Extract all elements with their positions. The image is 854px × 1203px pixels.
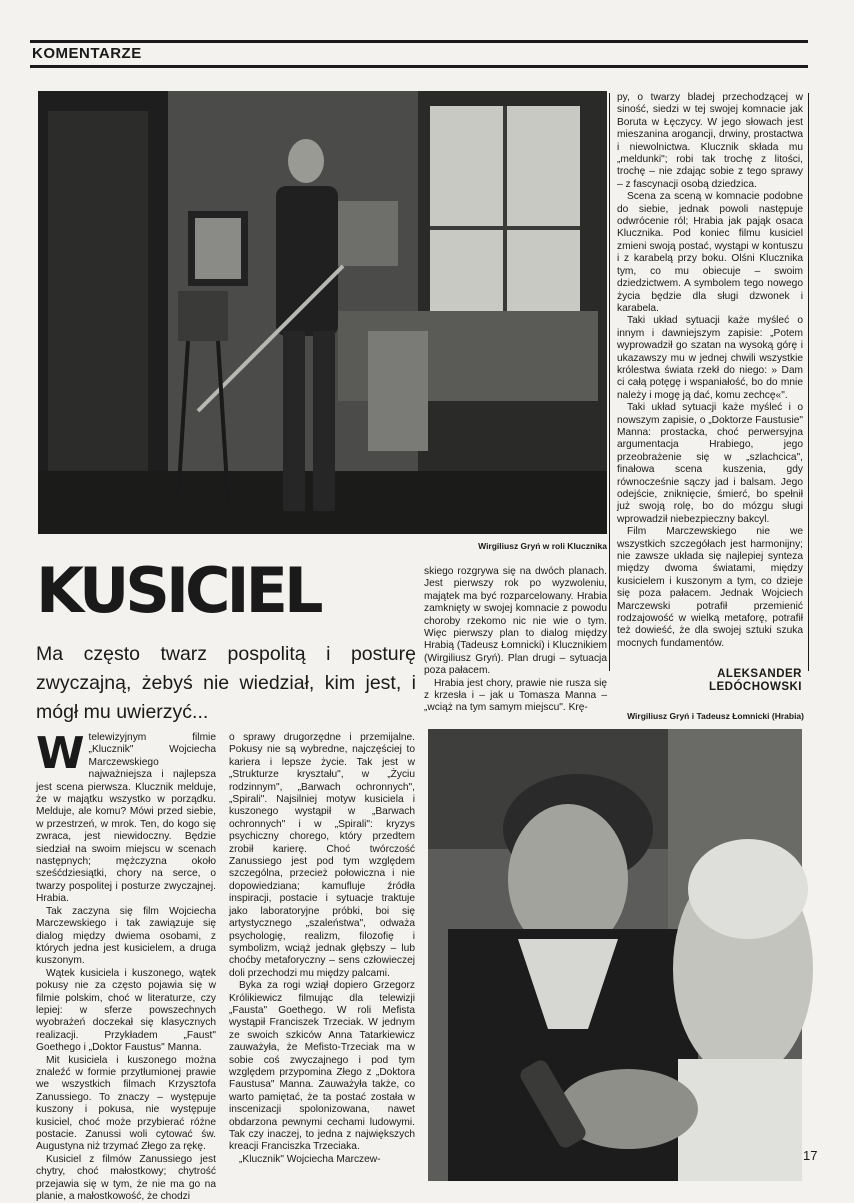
- paragraph: Kusiciel z filmów Zanussiego jest chytry, choć małostkowy; chytrość przejawia się w tym, że nie ma go na planie, a małostkowość, że chodzi: [36, 1153, 216, 1203]
- paragraph: o sprawy drugorzędne i przemijalne. Pokusy nie są wybredne, najczęściej to kariera i lepsze życie. Tak jest w „Strukturze kryształu", w „Życiu rodzinnym", „Barwach ochronnych", „Spirali". Najsilniej motyw kusiciela i kuszonego wystąpił w „Barwach ochronnych" i w „Spirali": kryzys psychiczny chorego, który przedtem zrobił karierę. Choć twórczość Zanussiego jest pod tym względem szczególna, przecież połowiczna i nie dopowiedziana; kamufluje źródła inspiracji, postacie i sytuacje traktuje jako laboratoryjne próbki, boi się artystycznego „szaleństwa", odważa psychologię, realizm, filozofię i symbolizm, wciąż jednak głębszy – lub choćby metaforyczny – sens człowieczej doli przechodzi mu między palcami.: [229, 732, 415, 979]
- page-number: 17: [803, 1148, 818, 1163]
- paragraph: Tak zaczyna się film Wojciecha Marczewskiego i tak zawiązuje się dialog między dwiema osobami, z których jedna jest kusicielem, a druga kuszonym.: [36, 905, 216, 967]
- drop-cap: W: [36, 728, 85, 779]
- photo2-caption: Wirgiliusz Gryń i Tadeusz Łomnicki (Hrabia): [627, 711, 804, 721]
- paragraph: Scena za sceną w komnacie podobne do siebie, jednak powoli następuje odwrócenie ról; Hrabia jak pająk osaca Klucznika. Pod koniec filmu kusiciel zmieni swoją postać, wystąpi w kontuszu i z karabelą przy boku. Olśni Klucznika tym, co mu obiecuje – swoim dziedzictwem. A symbolem tego nowego życia będzie dla sługi dzwonek i karabela.: [617, 191, 803, 314]
- paragraph: „Klucznik" Wojciecha Marczew-: [239, 1153, 381, 1165]
- column-rule-right: [808, 93, 809, 671]
- photo-klucznik: [38, 91, 607, 534]
- article-title: KUSICIEL: [36, 554, 320, 627]
- paragraph: Film Marczewskiego nie we wszystkich szczegółach jest harmonijny; nie zawsze układa się najlepiej synteza między dwoma światami, między kusicielem i kuszonym a tym, co dzieje się poza pałacem. Jednak Wojciech Marczewski potrafił przemienić rodzajowość w wielką metaforę, potrafił też dowieść, że dla swojej sztuki szuka mocnych fundamentów.: [617, 526, 803, 649]
- header-rule-top: [30, 40, 808, 43]
- text-column-3: [424, 566, 607, 714]
- author-byline: [617, 668, 802, 694]
- text-column-1: [36, 728, 216, 1203]
- author-last-name: LEDÓCHOWSKI: [708, 681, 802, 693]
- article-lead: Ma często twarz pospolitą i posturę zwyczajną, żebyś nie wiedział, kim jest, i mógł mu uwierzyć...: [36, 643, 416, 723]
- paragraph: Taki układ sytuacji każe myśleć i o nowszym zapisie, o „Doktorze Faustusie" Manna: prostacka, choć perwersyjna argumentacja Hrabiego, jego przeobrażenie się w „szlachcica", finałowa scena kuszenia, gdy równocześnie sączy jad i balsam. Jego odejście, zniknięcie, śmierć, bo spełnił już swoją rolę, bo do mózgu sługi wprowadził niebezpieczny bakcyl.: [617, 402, 803, 525]
- column-rule-left: [609, 93, 610, 671]
- section-header: [30, 40, 808, 68]
- author-first-name: ALEKSANDER: [717, 668, 802, 680]
- text-column-2: [229, 732, 415, 1174]
- paragraph: Byka za rogi wziął dopiero Grzegorz Królikiewicz filmując dla telewizji „Fausta" Goethego. W roli Mefista wystąpił Franciszek Trzeciak. W jednym ze swoich szkiców Anna Tatarkiewicz zauważyła, że Mefisto-Trzeciak ma w sobie coś zwyczajnego i pod tym względem przypomina Złego z „Doktora Faustusa" Manna. Zauważyła także, co warto pamiętać, że ta postać została w inscenizacji spolonizowana, nawet obdarzona pewnymi cechami ludowymi. Tak czy inaczej, to jedna z największych kreacji Franciszka Trzeciaka.: [229, 980, 415, 1153]
- paragraph: skiego rozgrywa się na dwóch planach. Jest pierwszy rok po wyzwoleniu, majątek ma być rozparcelowany. Hrabia zamknięty w swojej komnacie z powodu choroby rzekomo nic nie wie o tym. Więc pierwszy plan to dialog między Hrabią (Tadeusz Łomnicki) i Klucznikiem (Wirgiliusz Gryń). Plan drugi – sytuacja poza pałacem.: [424, 566, 607, 677]
- header-rule-bottom: [30, 65, 808, 68]
- paragraph: Wątek kusiciela i kuszonego, wątek pokusy nie za często pojawia się w filmie polskim, choć w literaturze, czy lepiej: w sferze powszechnych wyobrażeń doczekał się klasycznych realizacji. Przykładem „Faust" Goethego i „Doktor Faustus" Manna.: [36, 967, 216, 1054]
- paragraph: Hrabia jest chory, prawie nie rusza się z krzesła i – jak u Tomasza Manna – „wciąż na tym samym miejscu". Krę-: [424, 677, 607, 714]
- paragraph: Wtelewizyjnym filmie „Klucznik" Wojciecha Marczewskiego najważniejsza i najlepsza jest scena pierwsza. Klucznik melduje, że w majątku wszystko w porządku. Melduje, ale komu? Mówi przed siebie, w przestrzeń, w mrok. Ten, do kogo się zwraca, jest niewidoczny. Będzie siedział na swoim miejscu w scenach następnych; mężczyzna około sześćdziesiątki, chory na serce, o twarzy pospolitej i posturze zwyczajnej. Hrabia.: [36, 728, 216, 905]
- section-label: KOMENTARZE: [32, 45, 142, 62]
- photo-gryn-lomnicki: [428, 729, 802, 1181]
- text-column-4: [617, 92, 803, 647]
- paragraph: Mit kusiciela i kuszonego można znaleźć w formie przytłumionej prawie we wszystkich filmach Krzysztofa Zanussiego. To znaczy – występuje kuszony i pokusa, nie występuje kusiciel, choć może przybierać różne postacie. Zanussi woli cytować św. Augustyna niż trzymać Złego za rękę.: [36, 1054, 216, 1153]
- photo1-caption: Wirgiliusz Gryń w roli Klucznika: [478, 541, 607, 551]
- paragraph: py, o twarzy bladej przechodzącej w siność, siedzi w tej swojej komnacie jak Boruta w Łęczycy. W jego słowach jest mieszanina arogancji, drwiny, prostactwa i niewolnictwa. Klucznik składa mu „meldunki"; robi tak trochę z litości, trochę – nie zdając sobie z tego sprawy – z fascynacji osobą dziedzica.: [617, 92, 803, 190]
- paragraph: Taki układ sytuacji każe myśleć o innym i dawniejszym zapisie: „Potem wyprowadził go szatan na wysoką górę i ukazawszy mu w jednej chwili wszystkie królestwa świata rzekł do niego: » Dam ci całą potęgę i wspaniałość, bo do mnie należy i mogę ją dać, komu zechcę«".: [617, 315, 803, 401]
